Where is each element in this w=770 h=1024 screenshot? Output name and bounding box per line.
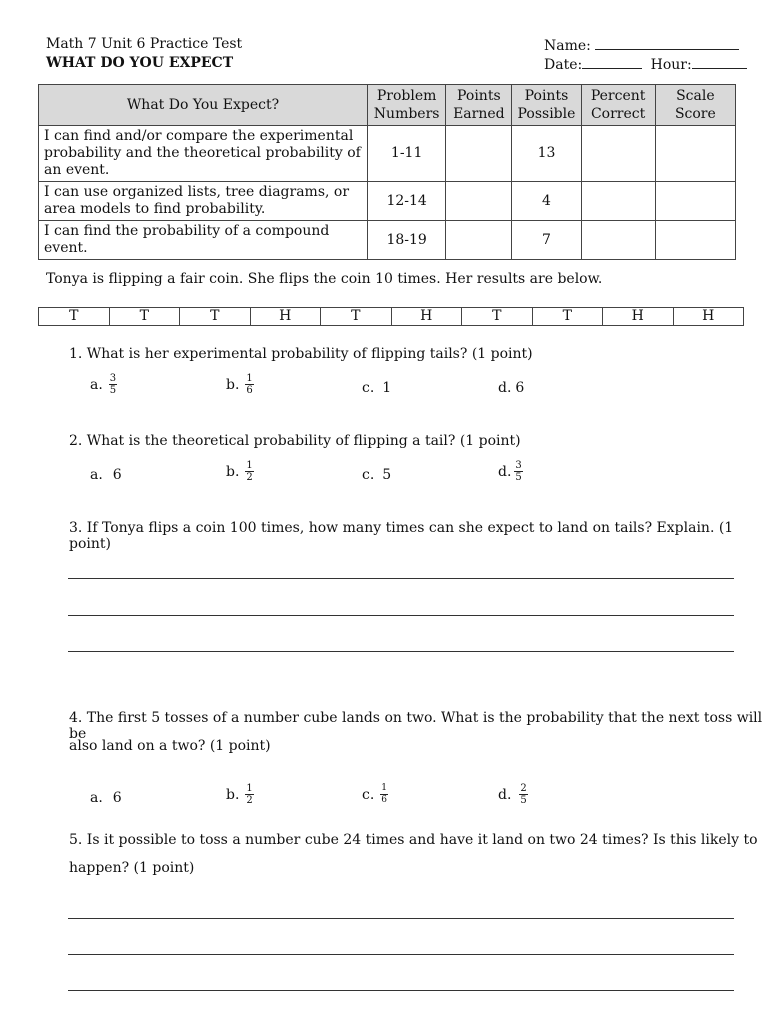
header-points-possible: Points Possible xyxy=(512,85,581,126)
option-label: b. xyxy=(226,786,240,803)
q2-option-a[interactable] xyxy=(90,467,122,483)
fraction xyxy=(245,460,253,483)
flip-cell: T xyxy=(180,308,251,326)
numerator: 1 xyxy=(246,783,253,794)
option-label: d. xyxy=(498,786,512,803)
percent-cell[interactable] xyxy=(581,126,655,182)
table-row xyxy=(39,221,736,260)
q4-option-d[interactable] xyxy=(498,783,528,806)
earned-cell[interactable] xyxy=(446,126,512,182)
table-row xyxy=(39,126,736,182)
flip-cell: T xyxy=(532,308,603,326)
name-field[interactable] xyxy=(544,36,739,54)
option-value: 1 xyxy=(382,380,392,396)
option-label: b. xyxy=(226,463,240,480)
answer-line[interactable] xyxy=(68,990,734,991)
option-label: c. xyxy=(362,380,375,396)
denominator: 2 xyxy=(246,472,253,483)
question-5-text-line-1: 5. Is it possible to toss a number cube 24 times and have it land on two 24 times? Is this likely to xyxy=(69,832,758,848)
possible-cell: 13 xyxy=(512,126,581,182)
goal-cell: I can find and/or compare the experimental probability and the theoretical probability of an event. xyxy=(39,126,368,182)
coin-intro-text: Tonya is flipping a fair coin. She flips the coin 10 times. Her results are below. xyxy=(46,271,603,287)
earned-cell[interactable] xyxy=(446,221,512,260)
option-value: 6 xyxy=(112,790,122,806)
answer-line[interactable] xyxy=(68,918,734,919)
flip-cell: T xyxy=(109,308,180,326)
option-value: 6 xyxy=(515,380,525,396)
answer-line[interactable] xyxy=(68,578,734,579)
name-label: Name: xyxy=(544,38,591,54)
fraction xyxy=(514,460,522,483)
table-row xyxy=(39,308,744,326)
q1-option-d[interactable] xyxy=(498,380,524,396)
flip-cell: H xyxy=(603,308,674,326)
q1-option-a[interactable] xyxy=(90,373,117,396)
answer-line[interactable] xyxy=(68,651,734,652)
scale-cell[interactable] xyxy=(655,221,735,260)
table-header-row xyxy=(39,85,736,126)
learning-goals-table xyxy=(38,84,736,260)
denominator: 5 xyxy=(515,472,522,483)
numerator: 1 xyxy=(246,460,253,471)
option-label: a. xyxy=(90,790,103,806)
fraction xyxy=(380,783,388,806)
flip-cell: T xyxy=(462,308,533,326)
denominator: 5 xyxy=(109,385,117,396)
goal-cell: I can find the probability of a compound event. xyxy=(39,221,368,260)
flip-cell: T xyxy=(321,308,392,326)
percent-cell[interactable] xyxy=(581,221,655,260)
flip-cell: H xyxy=(250,308,321,326)
hour-label: Hour: xyxy=(650,57,692,73)
question-1-text: 1. What is her experimental probability of flipping tails? (1 point) xyxy=(69,346,533,362)
header-percent-correct: Percent Correct xyxy=(581,85,655,126)
question-2-text: 2. What is the theoretical probability of flipping a tail? (1 point) xyxy=(69,433,521,449)
earned-cell[interactable] xyxy=(446,182,512,221)
coin-results-table xyxy=(38,307,744,326)
answer-line[interactable] xyxy=(68,954,734,955)
percent-cell[interactable] xyxy=(581,182,655,221)
q1-option-c[interactable] xyxy=(362,380,391,396)
q1-option-b[interactable] xyxy=(226,373,254,396)
numerator: 1 xyxy=(381,783,388,793)
option-label: b. xyxy=(226,376,240,393)
option-value: 5 xyxy=(382,467,392,483)
q2-option-b[interactable] xyxy=(226,460,254,483)
test-subtitle: WHAT DO YOU EXPECT xyxy=(46,55,234,71)
q4-option-c[interactable] xyxy=(362,783,388,806)
denominator: 2 xyxy=(246,795,253,806)
denominator: 6 xyxy=(381,795,388,805)
goal-cell: I can use organized lists, tree diagrams, or area models to find probability. xyxy=(39,182,368,221)
hour-blank[interactable] xyxy=(692,55,747,69)
numerator: 1 xyxy=(246,373,253,384)
option-label: c. xyxy=(362,786,375,803)
flip-cell: H xyxy=(391,308,462,326)
question-3-text: 3. If Tonya flips a coin 100 times, how many times can she expect to land on tails? Explain. (1 point) xyxy=(69,520,734,552)
fraction xyxy=(519,783,527,806)
problems-cell: 18-19 xyxy=(368,221,446,260)
fraction xyxy=(109,373,117,396)
problems-cell: 12-14 xyxy=(368,182,446,221)
flip-cell: H xyxy=(673,308,744,326)
option-label: c. xyxy=(362,467,375,483)
header-goal: What Do You Expect? xyxy=(39,85,368,126)
numerator: 3 xyxy=(515,460,522,471)
possible-cell: 7 xyxy=(512,221,581,260)
table-row xyxy=(39,182,736,221)
option-label: a. xyxy=(90,376,103,393)
option-label: d. xyxy=(498,463,512,480)
option-value: 6 xyxy=(112,467,122,483)
possible-cell: 4 xyxy=(512,182,581,221)
option-label: d. xyxy=(498,380,512,396)
denominator: 6 xyxy=(246,385,253,396)
date-blank[interactable] xyxy=(582,55,642,69)
fraction xyxy=(245,373,253,396)
scale-cell[interactable] xyxy=(655,182,735,221)
header-problem-numbers: Problem Numbers xyxy=(368,85,446,126)
problems-cell: 1-11 xyxy=(368,126,446,182)
question-5-text-line-2: happen? (1 point) xyxy=(69,860,195,876)
denominator: 5 xyxy=(520,795,527,806)
numerator: 3 xyxy=(109,373,117,384)
date-label: Date: xyxy=(544,57,583,73)
q4-option-a[interactable] xyxy=(90,790,122,806)
scale-cell[interactable] xyxy=(655,126,735,182)
q4-option-b[interactable] xyxy=(226,783,254,806)
course-title: Math 7 Unit 6 Practice Test xyxy=(46,36,243,52)
question-4-text-line-1: 4. The first 5 tosses of a number cube lands on two. What is the probability that the next toss will be xyxy=(69,710,763,742)
flip-cell: T xyxy=(39,308,110,326)
answer-line[interactable] xyxy=(68,615,734,616)
option-label: a. xyxy=(90,467,103,483)
numerator: 2 xyxy=(520,783,527,794)
q2-option-c[interactable] xyxy=(362,467,391,483)
question-4-text-line-2: also land on a two? (1 point) xyxy=(69,738,271,754)
header-scale-score: Scale Score xyxy=(655,85,735,126)
q2-option-d[interactable] xyxy=(498,460,523,483)
fraction xyxy=(245,783,253,806)
header-points-earned: Points Earned xyxy=(446,85,512,126)
date-hour-field xyxy=(544,55,747,73)
name-blank[interactable] xyxy=(595,36,739,50)
